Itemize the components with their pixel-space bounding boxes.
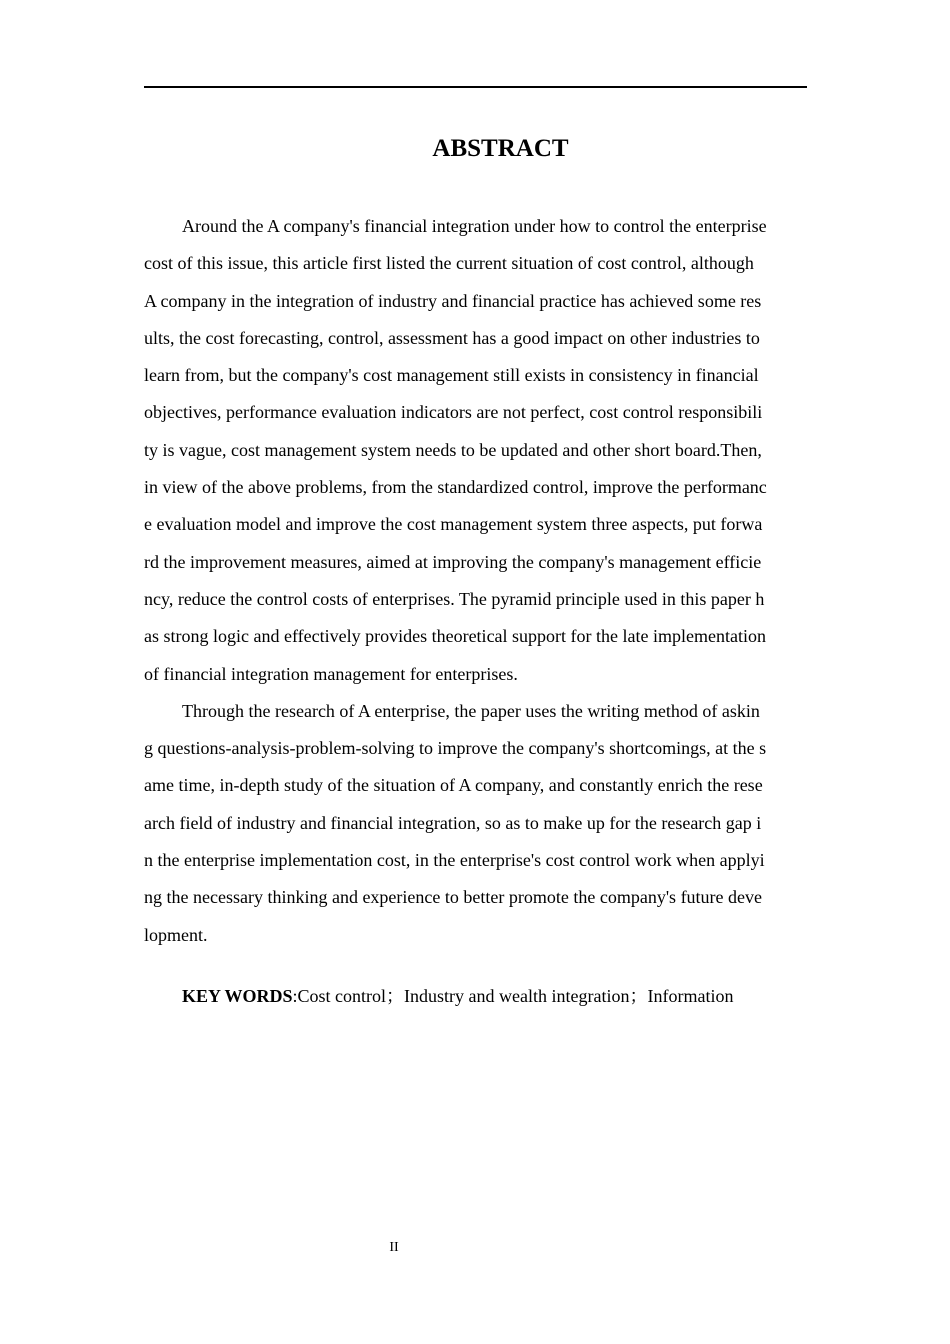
abstract-paragraph-1 [144,208,807,693]
paragraph-line: objectives, performance evaluation indicators are not perfect, cost control responsibili [144,402,763,423]
paragraph-line: ults, the cost forecasting, control, assessment has a good impact on other industries to [144,327,760,348]
paragraph-line: e evaluation model and improve the cost management system three aspects, put forwa [144,514,763,535]
paragraph-line: in view of the above problems, from the standardized control, improve the performanc [144,477,767,498]
paragraph-line: Around the A company's financial integration under how to control the enterprise [182,216,767,236]
keywords-line [182,982,733,1010]
paragraph-line: of financial integration management for enterprises. [144,663,518,684]
paragraph-line: A company in the integration of industry and financial practice has achieved some res [144,290,762,311]
paragraph-line: Through the research of A enterprise, the paper uses the writing method of askin [182,700,760,721]
paragraph-line: cost of this issue, this article first listed the current situation of cost control, although [144,253,754,274]
paragraph-line: ame time, in-depth study of the situation of A company, and constantly enrich the rese [144,775,763,796]
paragraph-line: rd the improvement measures, aimed at improving the company's management efficie [144,551,762,572]
keywords-text: :Cost control；Industry and wealth integration；Information [292,986,734,1006]
keywords-label: KEY WORDS [182,986,293,1006]
paragraph-line: ty is vague, cost management system needs to be updated and other short board.Then, [144,439,762,460]
paragraph-line: g questions-analysis-problem-solving to improve the company's shortcomings, at the s [144,738,767,759]
page-number: II [389,1240,399,1255]
paragraph-line: n the enterprise implementation cost, in the enterprise's cost control work when applyi [144,850,765,871]
abstract-paragraph-2 [144,693,807,954]
paragraph-line: arch field of industry and financial integration, so as to make up for the research gap i [144,812,762,833]
paragraph-line: ng the necessary thinking and experience to better promote the company's future deve [144,887,763,908]
paragraph-line: lopment. [144,924,208,945]
header-divider [144,86,807,88]
abstract-body [144,208,807,954]
paragraph-line: ncy, reduce the control costs of enterprises. The pyramid principle used in this paper h [144,588,765,609]
paragraph-line: learn from, but the company's cost management still exists in consistency in financial [144,365,759,386]
paragraph-line: as strong logic and effectively provides theoretical support for the late implementation [144,626,766,647]
abstract-title: ABSTRACT [432,135,569,162]
